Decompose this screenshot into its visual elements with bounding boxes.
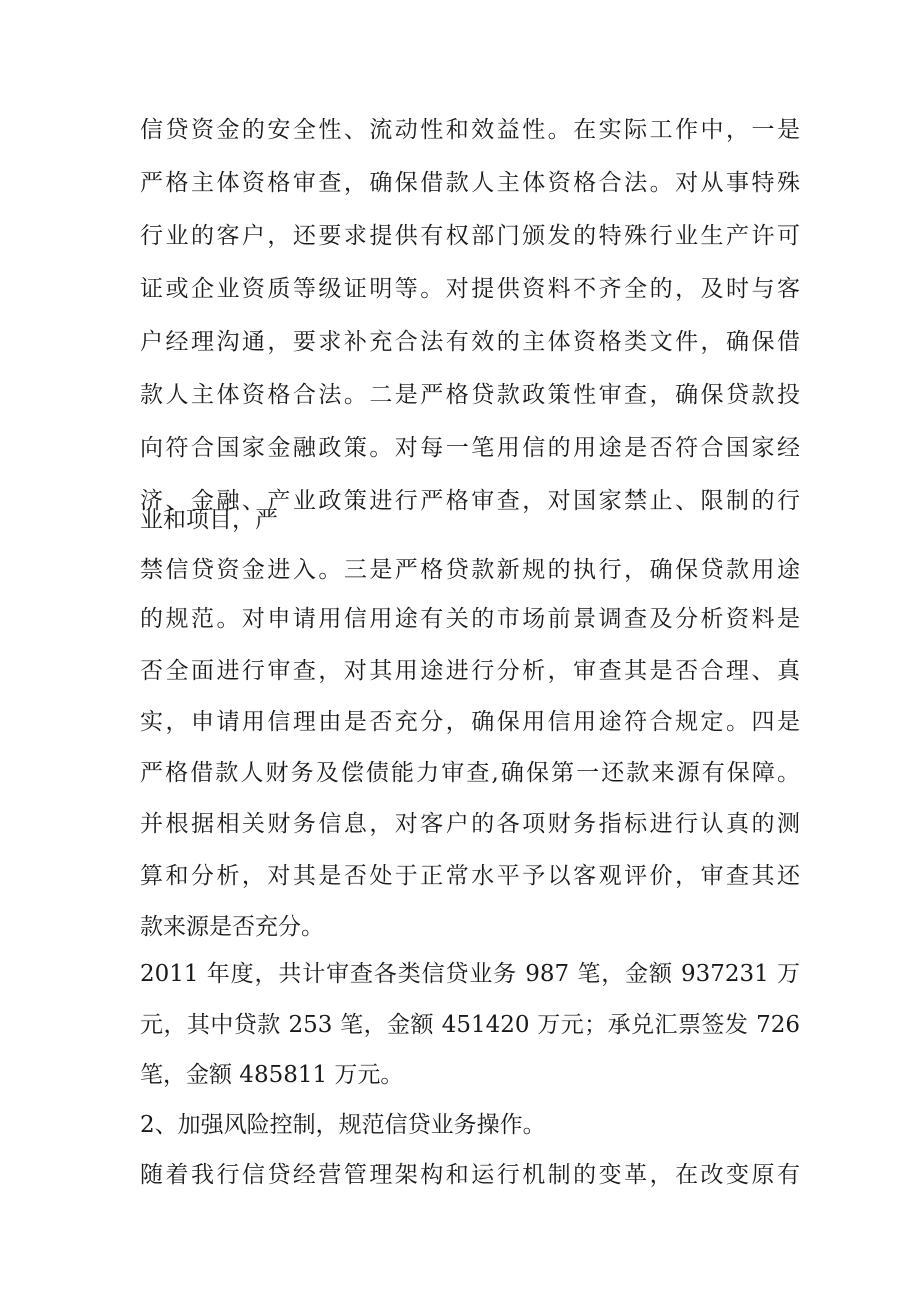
text-line: 款人主体资格合法。二是严格贷款政策性审查，确保贷款投 <box>140 382 800 408</box>
text-line: 否全面进行审查，对其用途进行分析，审查其是否合理、真 <box>140 658 800 684</box>
text-line: 向符合国家金融政策。对每一笔用信的用途是否符合国家经 <box>140 435 800 461</box>
text-line: 实，申请用信理由是否充分，确保用信用途符合规定。四是 <box>140 709 800 735</box>
text-line: 行业的客户，还要求提供有权部门颁发的特殊行业生产许可 <box>140 223 800 249</box>
text-line: 信贷资金的安全性、流动性和效益性。在实际工作中，一是 <box>140 117 800 143</box>
text-line: 笔，金额 485811 万元。 <box>140 1062 404 1088</box>
text-line: 款来源是否充分。 <box>140 914 324 940</box>
text-line: 严格借款人财务及偿债能力审查,确保第一还款来源有保障。 <box>140 760 800 786</box>
text-line: 禁信贷资金进入。三是严格贷款新规的执行，确保贷款用途 <box>140 557 800 583</box>
text-line: 济、金融、产业政策进行严格审查，对国家禁止、限制的行 <box>140 488 800 514</box>
text-line: 随着我行信贷经营管理架构和运行机制的变革，在改变原有 <box>140 1162 800 1188</box>
text-line: 的规范。对申请用信用途有关的市场前景调查及分析资料是 <box>140 606 800 632</box>
text-line: 证或企业资质等级证明等。对提供资料不齐全的，及时与客 <box>140 276 800 302</box>
section-heading: 2、加强风险控制，规范信贷业务操作。 <box>140 1112 546 1138</box>
text-line: 2011 年度，共计审查各类信贷业务 987 笔，金额 937231 万 <box>140 961 800 987</box>
text-line: 元，其中贷款 253 笔，金额 451420 万元；承兑汇票签发 726 <box>140 1012 800 1038</box>
text-line: 业和项目，严 <box>140 507 278 533</box>
text-line: 算和分析，对其是否处于正常水平予以客观评价，审查其还 <box>140 863 800 889</box>
text-line: 并根据相关财务信息，对客户的各项财务指标进行认真的测 <box>140 811 800 837</box>
text-line: 户经理沟通，要求补充合法有效的主体资格类文件，确保借 <box>140 329 800 355</box>
text-line: 严格主体资格审查，确保借款人主体资格合法。对从事特殊 <box>140 170 800 196</box>
